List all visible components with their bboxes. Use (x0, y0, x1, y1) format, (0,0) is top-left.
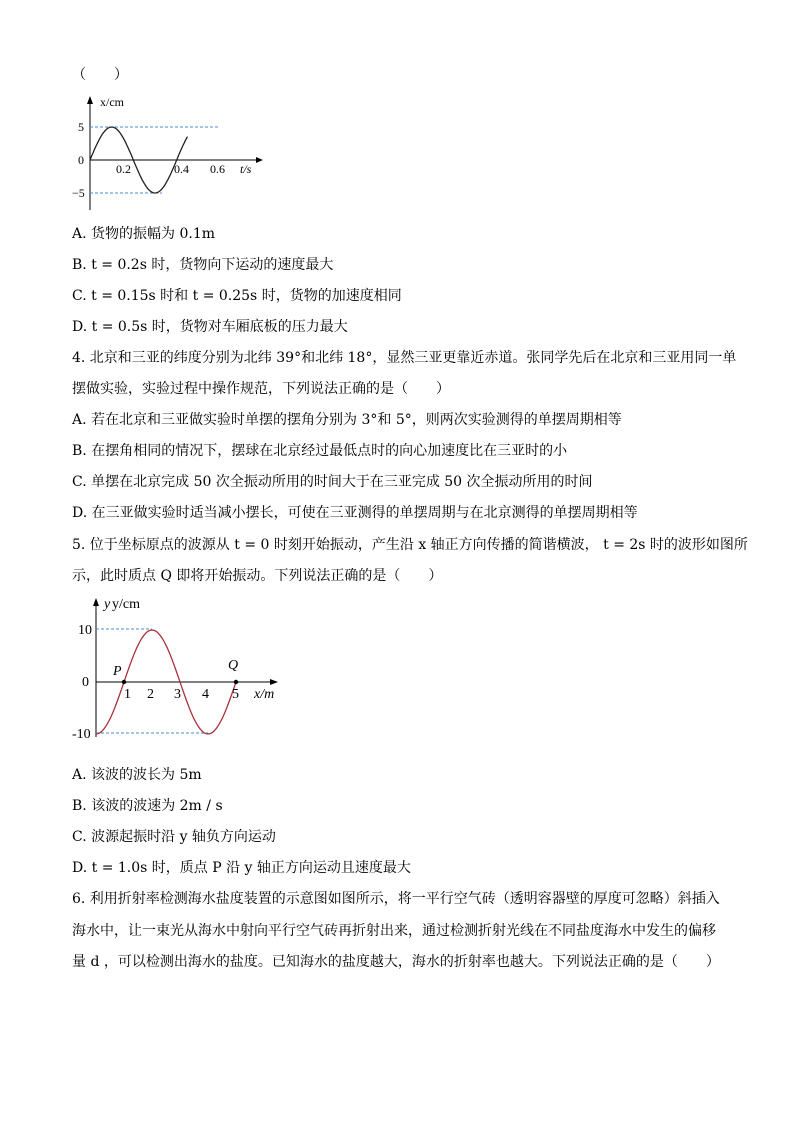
q5-ytick-10: 10 (78, 623, 92, 638)
q5-stem-line1: 5. 位于坐标原点的波源从 t = 0 时刻开始振动，产生沿 x 轴正方向传播的简谐横波， t = 2s 时的波形如图所 (72, 537, 748, 553)
q3-option-c[interactable]: C. t = 0.15s 时和 t = 0.25s 时，货物的加速度相同 (72, 288, 402, 304)
q3-option-a[interactable]: A. 货物的振幅为 0.1m (72, 226, 216, 242)
q5-label-p: P (113, 664, 122, 679)
q5-point-p (122, 680, 126, 684)
q5-xtick-3: 3 (174, 687, 181, 702)
q6-stem-line1: 6. 利用折射率检测海水盐度装置的示意图如图所示，将一平行空气砖（透明容器壁的厚度可忽略）斜插入 (72, 891, 720, 907)
q6-stem-line2: 海水中，让一束光从海水中射向平行空气砖再折射出来，通过检测折射光线在不同盐度海水中发生的偏移 (72, 923, 716, 939)
q3-xtick-0.4: 0.4 (174, 162, 189, 176)
q5-y-label-y: y (104, 597, 111, 612)
q5-option-b[interactable]: B. 该波的波速为 2m / s (72, 798, 223, 814)
q3-option-d[interactable]: D. t = 0.5s 时，货物对车厢底板的压力最大 (72, 319, 348, 335)
q5-x-label: x/m (254, 687, 275, 702)
q5-x-arrow (270, 679, 278, 685)
q5-point-q (234, 680, 238, 684)
q5-xtick-1: 1 (124, 687, 131, 702)
q5-ytick-0: 0 (82, 675, 89, 690)
q3-y-arrow (87, 96, 93, 104)
q4-option-a[interactable]: A. 若在北京和三亚做实验时单摆的摆角分别为 3°和 5°，则两次实验测得的单摆周期相等 (72, 412, 622, 428)
q4-option-c[interactable]: C. 单摆在北京完成 50 次全振动所用的时间大于在三亚完成 50 次全振动所用的时间 (72, 474, 593, 490)
q5-label-q: Q (228, 658, 239, 673)
q5-wave-graph (70, 592, 290, 752)
q5-y-arrow (93, 598, 99, 606)
q3-xtick-0.2: 0.2 (116, 162, 131, 176)
q6-stem-line3: 量 d ，可以检测出海水的盐度。已知海水的盐度越大，海水的折射率也越大。下列说法正确的是（ ） (72, 954, 720, 970)
q5-xtick-2: 2 (147, 687, 154, 702)
q3-ytick-neg5: −5 (72, 186, 85, 200)
q5-option-c[interactable]: C. 波源起振时沿 y 轴负方向运动 (72, 829, 276, 845)
q5-ytick-neg10: -10 (72, 727, 91, 742)
q4-option-b[interactable]: B. 在摆角相同的情况下，摆球在北京经过最低点时的向心加速度比在三亚时的小 (72, 443, 568, 459)
q5-xtick-4: 4 (202, 687, 209, 702)
q3-x-arrow (256, 157, 263, 163)
q5-xtick-5: 5 (232, 687, 239, 702)
q3-ytick-5: 5 (78, 120, 84, 134)
q3-ytick-0: 0 (78, 153, 84, 167)
q5-option-d[interactable]: D. t = 1.0s 时，质点 P 沿 y 轴正方向运动且速度最大 (72, 860, 411, 876)
q5-stem-line2: 示，此时质点 Q 即将开始振动。下列说法正确的是（ ） (72, 568, 443, 584)
q4-stem-line1: 4. 北京和三亚的纬度分别为北纬 39°和北纬 18°，显然三亚更靠近赤道。张同学先后在北京和三亚用同一单 (72, 350, 737, 366)
q4-option-d[interactable]: D. 在三亚做实验时适当减小摆长，可使在三亚测得的单摆周期与在北京测得的单摆周期相等 (72, 505, 638, 521)
q3-x-label: t/s (240, 162, 252, 176)
q3-y-label: x/cm (100, 95, 124, 109)
q3-option-b[interactable]: B. t = 0.2s 时，货物向下运动的速度最大 (72, 257, 334, 273)
q5-y-label: y/cm (112, 597, 140, 612)
q3-xtick-0.6: 0.6 (210, 162, 225, 176)
answer-bracket: （ ） (72, 67, 128, 83)
q3-vibration-graph (70, 92, 270, 212)
q5-option-a[interactable]: A. 该波的波长为 5m (72, 767, 202, 783)
q4-stem-line2: 摆做实验，实验过程中操作规范，下列说法正确的是（ ） (72, 381, 450, 397)
